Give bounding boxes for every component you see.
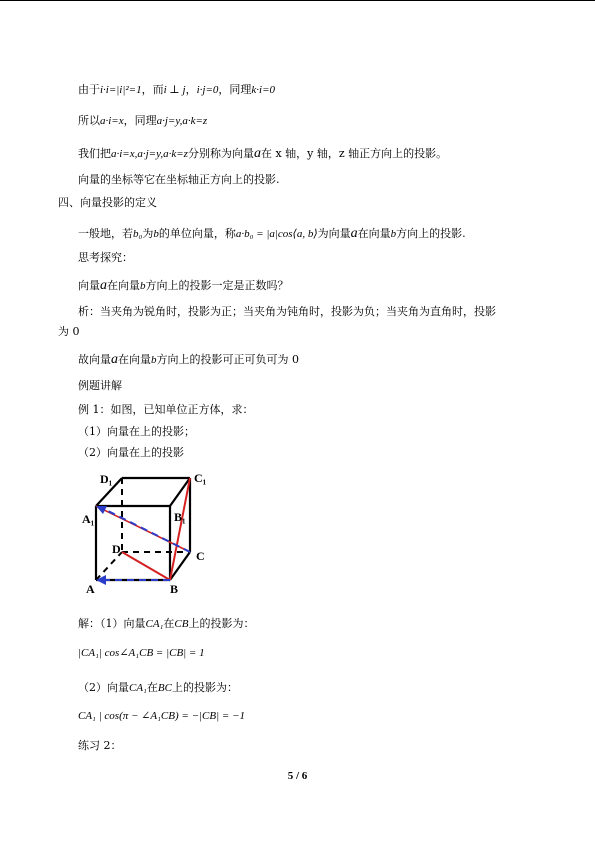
text-line-7: 思考探究： bbox=[78, 251, 133, 264]
text-line-15: （2）向量在上的投影 bbox=[78, 446, 184, 459]
edge-ad bbox=[96, 552, 122, 580]
text-line-2: 所以a·i=x，同理a·j=y,a·k=z bbox=[78, 114, 208, 127]
text-line-11: 故向量a在向量b方向上的投影可正可负可为 0 bbox=[78, 352, 299, 367]
text-line-14: （1）向量在上的投影； bbox=[78, 425, 195, 438]
label-d: D bbox=[112, 542, 121, 556]
blue-arrowhead-a bbox=[96, 575, 106, 585]
text-line-20: 练习 2： bbox=[78, 739, 122, 752]
page-number: 5 / 6 bbox=[287, 770, 308, 782]
label-b: B bbox=[170, 582, 179, 596]
text-line-4: 向量的坐标等它在坐标轴正方向上的投影. bbox=[78, 173, 280, 186]
text-line-16: 解：（1）向量CA₁在CB上的投影为： bbox=[78, 617, 255, 630]
formula-line-17: |CA₁| cos∠A₁CB = |CB| = 1 bbox=[78, 647, 205, 659]
text-line-12: 例题讲解 bbox=[78, 379, 122, 392]
text-line-6: 一般地，若b₀为b的单位向量，称a·b₀ = |a|cos⟨a, b⟩为向量a在向量b方向上的投影. bbox=[78, 226, 466, 241]
cube-figure bbox=[82, 468, 222, 598]
label-a1: A₁ bbox=[82, 512, 95, 526]
label-b1: B₁ bbox=[174, 510, 186, 524]
text-line-1: 由于i·i=|i|²=1，而i ⊥ j，i·j=0，同理k·i=0 bbox=[78, 83, 276, 96]
label-d1: D₁ bbox=[100, 472, 113, 486]
label-c1: C₁ bbox=[194, 471, 207, 485]
text-line-10: 为 0 bbox=[58, 325, 80, 338]
label-c: C bbox=[196, 549, 205, 563]
red-line-db bbox=[122, 552, 170, 580]
text-line-8: 向量a在向量b方向上的投影一定是正数吗？ bbox=[78, 278, 289, 293]
top-rule bbox=[0, 0, 595, 1]
text-line-3: 我们把a·i=x,a·j=y,a·k=z分别称为向量a在 x 轴，y 轴，z 轴正方向上的投影。 bbox=[78, 146, 448, 161]
label-a: A bbox=[86, 582, 95, 596]
section-heading: 四、向量投影的定义 bbox=[58, 196, 157, 209]
text-line-13: 例 1：如图，已知单位正方体，求： bbox=[78, 403, 254, 416]
formula-line-19: CA₁ | cos(π − ∠A₁CB) = −|CB| = −1 bbox=[78, 710, 245, 722]
text-line-18: （2）向量CA₁在BC上的投影为： bbox=[78, 681, 238, 694]
text-line-9: 析：当夹角为锐角时，投影为正；当夹角为钝角时，投影为负；当夹角为直角时，投影 bbox=[78, 305, 496, 318]
